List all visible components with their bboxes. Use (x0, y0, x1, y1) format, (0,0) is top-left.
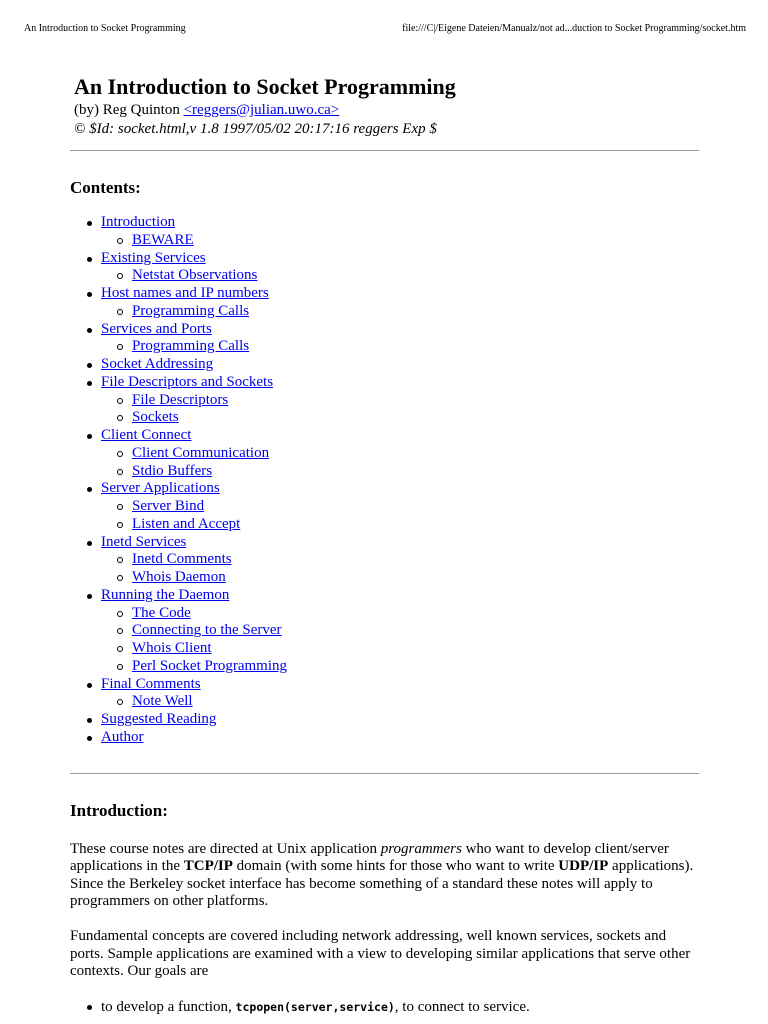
intro-paragraph-2: Fundamental concepts are covered including network addressing, well known services, sockets and ports. Sample applications are examined with a view to developing similar applications that serve other contexts. Our goals are (70, 928, 691, 979)
document-body (70, 73, 700, 1016)
toc-item (70, 480, 700, 498)
text-run: These course notes are directed at Unix application (70, 840, 381, 857)
author-email-link[interactable]: <reggers@julian.uwo.ca> (183, 102, 340, 118)
toc-link[interactable]: File Descriptors (132, 391, 229, 408)
toc-item (70, 214, 700, 232)
toc-link[interactable]: Server Bind (132, 498, 205, 514)
toc-item (70, 729, 700, 747)
toc-item (70, 427, 700, 445)
toc-subitem (70, 232, 700, 250)
toc-link[interactable]: Inetd Comments (132, 551, 232, 568)
toc-subitem (70, 463, 700, 481)
toc-subitem (70, 569, 700, 587)
toc-subitem (70, 392, 700, 410)
text-run: applications). Since the Berkeley socket interface has become something of a standard these notes will apply to programmers on other platforms. (70, 858, 694, 909)
goal-item (70, 998, 700, 1016)
toc-link[interactable]: Services and Ports (101, 320, 212, 337)
text-run: domain (with some hints for those who want to write (232, 858, 559, 874)
toc-link[interactable]: Suggested Reading (101, 711, 217, 727)
toc-item (70, 676, 700, 694)
toc-link[interactable]: The Code (132, 604, 191, 621)
toc-link[interactable]: Client Connect (101, 427, 192, 443)
toc-subitem (70, 640, 700, 658)
toc-item (70, 711, 700, 729)
toc-subitem (70, 693, 700, 711)
bold-text: UDP/IP (558, 858, 609, 874)
table-of-contents (70, 214, 700, 747)
text-run: who want to develop client/server applications in the (70, 840, 669, 874)
toc-link[interactable]: Sockets (132, 409, 179, 426)
toc-subitem (70, 445, 700, 463)
bold-text: TCP/IP (183, 858, 233, 874)
toc-link[interactable]: Programming Calls (132, 338, 250, 355)
toc-link[interactable]: Final Comments (101, 675, 201, 692)
goals-list (70, 998, 700, 1016)
divider (70, 773, 699, 774)
page-title: An Introduction to Socket Programming (74, 74, 456, 99)
toc-link[interactable]: File Descriptors and Sockets (101, 373, 274, 390)
toc-item (70, 356, 700, 374)
rcs-id-line: © $Id: socket.html,v 1.8 1997/05/02 20:17:16 reggers Exp $ (74, 121, 437, 137)
author-name: (by) Reg Quinton (74, 102, 184, 118)
intro-paragraph-1 (70, 841, 700, 911)
toc-item (70, 374, 700, 392)
toc-link[interactable]: Client Communication (132, 444, 270, 461)
toc-link[interactable]: Running the Daemon (101, 586, 230, 603)
toc-subitem (70, 658, 700, 676)
toc-subitem (70, 409, 700, 427)
toc-link[interactable]: Whois Client (132, 640, 212, 656)
contents-heading: Contents: (70, 178, 141, 197)
toc-item (70, 534, 700, 552)
toc-subitem (70, 605, 700, 623)
text-run: to develop a function, (101, 998, 236, 1015)
toc-link[interactable]: Perl Socket Programming (132, 657, 287, 674)
toc-subitem (70, 338, 700, 356)
toc-link[interactable]: Netstat Observations (132, 267, 258, 284)
toc-link[interactable]: Author (101, 728, 144, 745)
toc-link[interactable]: Socket Addressing (101, 356, 214, 372)
toc-subitem (70, 516, 700, 534)
toc-item (70, 285, 700, 303)
toc-link[interactable]: Introduction (101, 214, 176, 230)
toc-link[interactable]: Existing Services (101, 249, 206, 266)
emphasis-text: programmers (380, 840, 462, 857)
divider (70, 150, 699, 151)
author-byline (74, 101, 704, 120)
print-header-url: file:///C|/Eigene Dateien/Manualz/not ad...duction to Socket Programming/socket.htm (402, 23, 746, 34)
toc-link[interactable]: Note Well (132, 693, 193, 710)
toc-item (70, 587, 700, 605)
toc-subitem (70, 551, 700, 569)
print-header-title: An Introduction to Socket Programming (24, 23, 186, 34)
print-header (24, 22, 746, 36)
text-run: , to connect to service. (394, 998, 530, 1015)
code-snippet: tcpopen(server,service) (235, 999, 395, 1014)
toc-link[interactable]: Listen and Accept (132, 515, 241, 532)
toc-subitem (70, 267, 700, 285)
toc-link[interactable]: Stdio Buffers (132, 462, 213, 479)
toc-link[interactable]: Inetd Services (101, 533, 187, 550)
toc-link[interactable]: Whois Daemon (132, 569, 226, 585)
toc-item (70, 250, 700, 268)
toc-subitem (70, 622, 700, 640)
introduction-heading: Introduction: (70, 800, 168, 820)
toc-link[interactable]: Connecting to the Server (132, 622, 282, 639)
toc-link[interactable]: Programming Calls (132, 302, 250, 319)
toc-link[interactable]: BEWARE (132, 231, 194, 248)
toc-link[interactable]: Host names and IP numbers (101, 285, 269, 301)
toc-subitem (70, 498, 700, 516)
toc-subitem (70, 303, 700, 321)
toc-item (70, 321, 700, 339)
toc-link[interactable]: Server Applications (101, 480, 220, 497)
